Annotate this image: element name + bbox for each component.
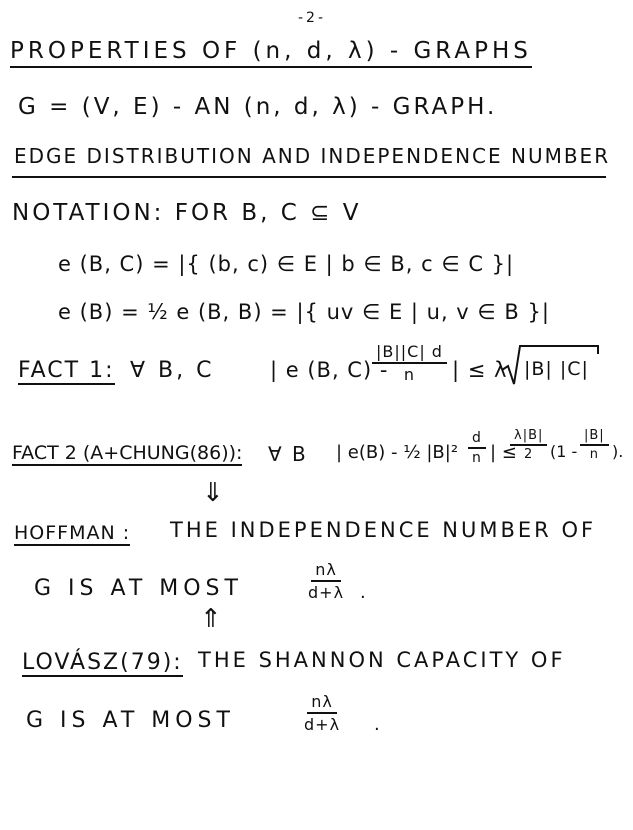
lovasz-line1: THE SHANNON CAPACITY OF [198,648,566,672]
hoffman-frac-num: nλ [311,560,341,582]
fact2-frac3-den: n [589,447,599,462]
fact2-label: FACT 2 (A+CHUNG(86)): [12,442,243,464]
fact2-frac3-num: |B| [580,428,609,446]
lovasz-tail: . [374,714,383,735]
lovasz-frac-den: d+λ [304,715,341,734]
hoffman-line1: THE INDEPENDENCE NUMBER OF [170,518,597,542]
fact2-quantifier: ∀ B [268,442,308,466]
fact2-paren-close: ). [612,442,624,461]
fact2-frac1-num: d [468,430,486,449]
hoffman-line2: G IS AT MOST [34,576,243,601]
hoffman-tail: . [360,582,369,603]
fact1-rhs: | ≤ λ [452,358,508,382]
fact2-lhs: | e(B) - ½ |B|² [336,442,459,463]
page-title: PROPERTIES OF (n, d, λ) - GRAPHS [10,38,532,68]
fact2-frac2 [510,428,547,462]
fact1-frac-num: |B||C| d [372,342,447,364]
fact1-lhs: | e (B, C) - [270,358,389,382]
implies-up-arrow: ⇑ [200,604,222,634]
section-heading: EDGE DISTRIBUTION AND INDEPENDENCE NUMBER [14,144,611,168]
lovasz-frac-num: nλ [307,692,337,714]
fact1-label: FACT 1: [18,358,115,383]
notation-e-b: e (B) = ½ e (B, B) = |{ uv ∈ E | u, v ∈ B }| [58,300,550,324]
fact2-frac1 [468,430,486,466]
fact2-frac2-num: λ|B| [510,428,547,446]
fact1-sqrt-arg: |B| |C| [524,358,589,380]
lovasz-label: LOVÁSZ(79): [22,650,183,675]
notation-e-bc: e (B, C) = |{ (b, c) ∈ E | b ∈ B, c ∈ C }| [58,252,515,276]
hoffman-frac-den: d+λ [308,583,345,602]
hoffman-fraction [304,560,348,602]
implies-down-arrow: ⇓ [202,478,224,508]
fact1-fraction [372,342,447,384]
notation-intro: NOTATION: FOR B, C ⊆ V [12,200,362,226]
lovasz-fraction [300,692,344,734]
fact2-paren-open: (1 - [550,442,578,461]
fact1-quantifier: ∀ B, C [130,358,215,383]
lovasz-line2: G IS AT MOST [26,708,235,733]
hoffman-label: HOFFMAN : [14,522,131,544]
graph-definition: G = (V, E) - AN (n, d, λ) - GRAPH. [18,94,498,120]
fact2-frac1-den: n [472,450,482,466]
fact2-frac3 [580,428,609,462]
fact2-frac2-den: 2 [524,447,534,462]
section-underline [12,176,606,178]
fact1-frac-den: n [403,365,416,384]
page-number: -2- [298,10,327,26]
fact2-mid: | ≤ [490,442,517,463]
